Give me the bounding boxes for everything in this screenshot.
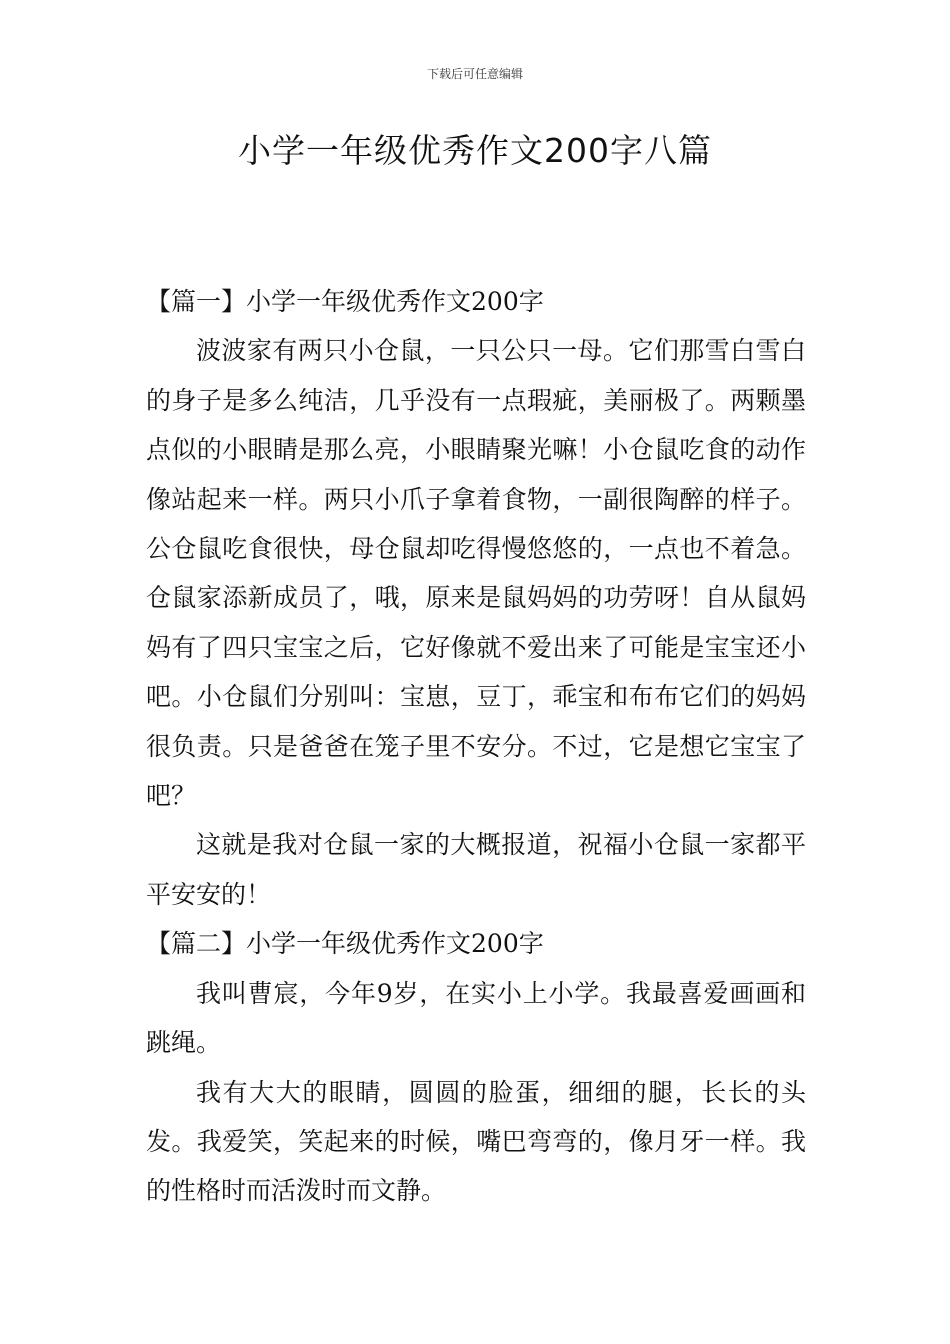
paragraph: 这就是我对仓鼠一家的大概报道，祝福小仓鼠一家都平平安安的！	[146, 830, 806, 909]
section-heading: 【篇二】小学一年级优秀作文200字	[146, 929, 544, 959]
document-title: 小学一年级优秀作文200字八篇	[238, 131, 712, 170]
paragraph: 波波家有两只小仓鼠，一只公只一母。它们那雪白雪白的身子是多么纯洁，几乎没有一点瑕疵，美丽极了。两颗墨点似的小眼睛是那么亮，小眼睛聚光嘛！小仓鼠吃食的动作像站起来一样。两只小爪子拿着食物，一副很陶醉的样子。公仓鼠吃食很快，母仓鼠却吃得慢悠悠的，一点也不着急。仓鼠家添新成员了，哦，原来是鼠妈妈的功劳呀！自从鼠妈妈有了四只宝宝之后，它好像就不爱出来了可能是宝宝还小吧。小仓鼠们分别叫：宝崽，豆丁，乖宝和布布它们的妈妈很负责。只是爸爸在笼子里不安分。不过，它是想它宝宝了吧？	[146, 336, 806, 811]
page-header-note: 下载后可任意编辑	[426, 67, 523, 81]
section-2	[146, 919, 806, 1215]
document-body	[146, 277, 806, 1216]
section-1	[146, 277, 806, 919]
paragraph: 我叫曹宸，今年9岁，在实小上小学。我最喜爱画画和跳绳。	[146, 978, 806, 1058]
paragraph: 我有大大的眼睛，圆圆的脸蛋，细细的腿，长长的头发。我爱笑，笑起来的时候，嘴巴弯弯的，像月牙一样。我的性格时而活泼时而文静。	[146, 1077, 806, 1206]
section-heading: 【篇一】小学一年级优秀作文200字	[146, 287, 544, 316]
